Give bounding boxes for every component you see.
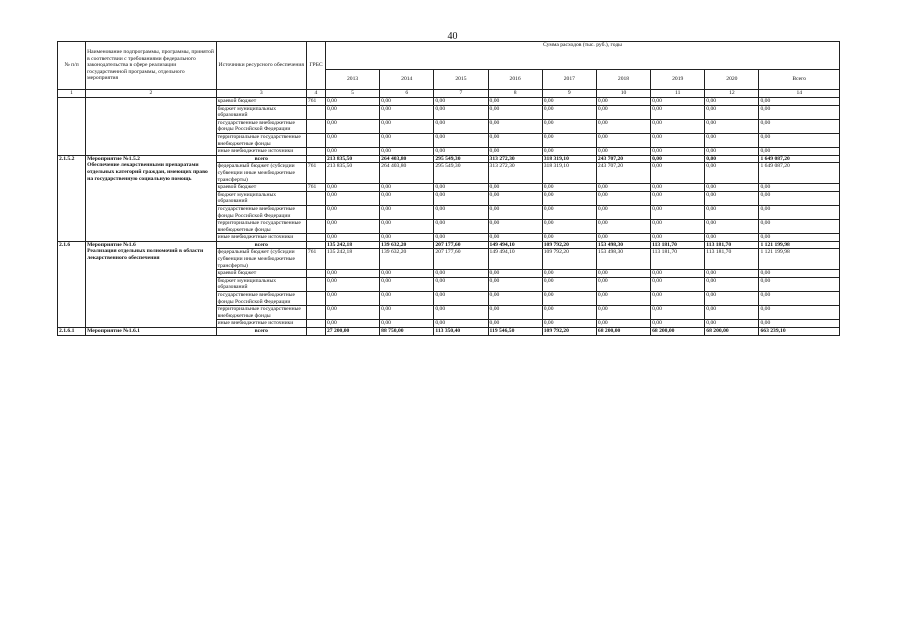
amount-cell: 663 239,10 — [759, 328, 840, 336]
header-name: Наименование подпрограммы, программы, принятой в соответствии с требованиями федерального законодательства в сфере реализации государственной программы, отдельного мероприятия — [86, 42, 216, 90]
amount-cell: 0,00 — [380, 277, 434, 291]
activity-name-line: Мероприятие №1.6.1 — [87, 328, 140, 334]
amount-cell: 139 632,20 — [380, 249, 434, 270]
amount-cell: 0,00 — [542, 320, 596, 328]
table-row — [58, 98, 840, 106]
amount-cell: 1 121 199,98 — [759, 241, 840, 249]
amount-cell: 0,00 — [542, 292, 596, 306]
grbs-code — [306, 119, 325, 133]
amount-cell: 0,00 — [325, 270, 379, 278]
amount-cell: 0,00 — [596, 119, 650, 133]
grbs-code: 761 — [306, 98, 325, 106]
amount-cell: 0,00 — [705, 306, 759, 320]
funding-source: территориальные государственные внебюджетные фонды — [216, 220, 306, 234]
table-row — [58, 328, 840, 336]
amount-cell: 109 792,20 — [542, 249, 596, 270]
amount-cell: 0,00 — [488, 306, 542, 320]
amount-cell: 0,00 — [596, 98, 650, 106]
grbs-code — [306, 328, 325, 336]
amount-cell: 0,00 — [651, 220, 705, 234]
amount-cell: 0,00 — [488, 292, 542, 306]
amount-cell: 0,00 — [325, 292, 379, 306]
amount-cell: 0,00 — [434, 277, 488, 291]
funding-source: иные внебюджетные источники — [216, 320, 306, 328]
funding-source: государственные внебюджетные фонды Российской Федерации — [216, 292, 306, 306]
amount-cell: 243 707,20 — [596, 155, 650, 163]
activity-name — [86, 241, 216, 327]
funding-source: бюджет муниципальных образований — [216, 277, 306, 291]
amount-cell: 113 181,70 — [705, 241, 759, 249]
funding-source: территориальные государственные внебюджетные фонды — [216, 306, 306, 320]
amount-cell: 0,00 — [705, 220, 759, 234]
page-number: 40 — [447, 31, 458, 42]
amount-cell: 0,00 — [759, 234, 840, 242]
amount-cell: 0,00 — [380, 105, 434, 119]
amount-cell: 0,00 — [705, 191, 759, 205]
funding-source: государственные внебюджетные фонды Российской Федерации — [216, 205, 306, 219]
funding-source: иные внебюджетные источники — [216, 234, 306, 242]
amount-cell: 0,00 — [651, 320, 705, 328]
amount-cell: 0,00 — [651, 234, 705, 242]
amount-cell: 88 750,00 — [380, 328, 434, 336]
amount-cell: 135 242,18 — [325, 249, 379, 270]
grbs-code — [306, 191, 325, 205]
grbs-code — [306, 234, 325, 242]
grbs-code — [306, 270, 325, 278]
grbs-code — [306, 292, 325, 306]
amount-cell: 243 707,20 — [596, 163, 650, 184]
amount-cell: 0,00 — [542, 306, 596, 320]
amount-cell: 0,00 — [705, 270, 759, 278]
amount-cell: 0,00 — [542, 133, 596, 147]
amount-cell: 153 498,30 — [596, 241, 650, 249]
amount-cell: 0,00 — [705, 234, 759, 242]
amount-cell: 0,00 — [434, 320, 488, 328]
amount-cell: 0,00 — [759, 220, 840, 234]
grbs-code — [306, 105, 325, 119]
column-index: 2 — [86, 90, 216, 98]
grbs-code: 761 — [306, 184, 325, 192]
amount-cell: 0,00 — [759, 105, 840, 119]
amount-cell: 0,00 — [380, 205, 434, 219]
amount-cell: 119 546,50 — [488, 328, 542, 336]
funding-source: краевой бюджет — [216, 270, 306, 278]
row-number: 2.1.5.2 — [58, 155, 86, 241]
amount-cell: 0,00 — [325, 306, 379, 320]
amount-cell: 0,00 — [488, 234, 542, 242]
amount-cell: 0,00 — [325, 184, 379, 192]
amount-cell: 0,00 — [380, 306, 434, 320]
amount-cell: 0,00 — [651, 98, 705, 106]
amount-cell: 0,00 — [380, 119, 434, 133]
amount-cell: 0,00 — [434, 119, 488, 133]
funding-source: федеральный бюджет (субсидии субвенции иные межбюджетные трансферты) — [216, 249, 306, 270]
grbs-code — [306, 277, 325, 291]
amount-cell: 0,00 — [651, 205, 705, 219]
amount-cell: 1 649 087,20 — [759, 155, 840, 163]
amount-cell: 0,00 — [651, 292, 705, 306]
amount-cell: 0,00 — [325, 119, 379, 133]
header-year: 2017 — [542, 70, 596, 90]
amount-cell: 0,00 — [434, 292, 488, 306]
amount-cell: 0,00 — [488, 220, 542, 234]
amount-cell: 0,00 — [759, 98, 840, 106]
amount-cell: 0,00 — [542, 270, 596, 278]
amount-cell: 318 319,10 — [542, 163, 596, 184]
amount-cell: 264 403,80 — [380, 155, 434, 163]
table-row — [58, 241, 840, 249]
amount-cell: 27 200,00 — [325, 328, 379, 336]
header-grbs: ГРБС — [306, 42, 325, 90]
amount-cell: 68 200,00 — [705, 328, 759, 336]
column-index: 14 — [759, 90, 840, 98]
amount-cell: 0,00 — [705, 119, 759, 133]
activity-name — [86, 328, 216, 336]
funding-source: государственные внебюджетные фонды Российской Федерации — [216, 119, 306, 133]
funding-source: бюджет муниципальных образований — [216, 105, 306, 119]
amount-cell: 0,00 — [542, 148, 596, 156]
amount-cell: 0,00 — [542, 277, 596, 291]
amount-cell: 0,00 — [380, 184, 434, 192]
amount-cell: 0,00 — [651, 306, 705, 320]
amount-cell: 0,00 — [325, 220, 379, 234]
amount-cell: 0,00 — [488, 277, 542, 291]
amount-cell: 0,00 — [488, 205, 542, 219]
amount-cell: 0,00 — [542, 220, 596, 234]
amount-cell: 0,00 — [651, 191, 705, 205]
amount-cell: 149 494,10 — [488, 241, 542, 249]
amount-cell: 0,00 — [325, 105, 379, 119]
header-sum: Сумма расходов (тыс. руб.), годы — [325, 42, 839, 70]
amount-cell: 0,00 — [325, 133, 379, 147]
amount-cell: 0,00 — [542, 98, 596, 106]
activity-name-line: Обеспечение лекарственными препаратами отдельных категорий граждан, имеющих право на государственную социальную помощь — [87, 162, 208, 182]
activity-name — [86, 98, 216, 156]
header-year: 2014 — [380, 70, 434, 90]
amount-cell: 0,00 — [596, 292, 650, 306]
activity-name — [86, 155, 216, 241]
amount-cell: 0,00 — [596, 133, 650, 147]
amount-cell: 207 177,60 — [434, 249, 488, 270]
funding-source: бюджет муниципальных образований — [216, 191, 306, 205]
amount-cell: 0,00 — [488, 320, 542, 328]
amount-cell: 0,00 — [434, 105, 488, 119]
amount-cell: 0,00 — [759, 306, 840, 320]
amount-cell: 0,00 — [759, 133, 840, 147]
amount-cell: 313 272,30 — [488, 163, 542, 184]
amount-cell: 0,00 — [651, 184, 705, 192]
amount-cell: 318 319,10 — [542, 155, 596, 163]
amount-cell: 0,00 — [488, 270, 542, 278]
amount-cell: 0,00 — [705, 133, 759, 147]
amount-cell: 0,00 — [651, 148, 705, 156]
amount-cell: 0,00 — [759, 277, 840, 291]
grbs-code: 761 — [306, 163, 325, 184]
amount-cell: 0,00 — [759, 205, 840, 219]
amount-cell: 0,00 — [596, 105, 650, 119]
amount-cell: 0,00 — [325, 205, 379, 219]
amount-cell: 113 350,40 — [434, 328, 488, 336]
amount-cell: 0,00 — [705, 320, 759, 328]
amount-cell: 0,00 — [596, 320, 650, 328]
column-index: 1 — [58, 90, 86, 98]
amount-cell: 0,00 — [325, 277, 379, 291]
amount-cell: 109 792,20 — [542, 241, 596, 249]
amount-cell: 0,00 — [759, 184, 840, 192]
amount-cell: 0,00 — [759, 292, 840, 306]
amount-cell: 149 494,10 — [488, 249, 542, 270]
row-number: 2.1.6.1 — [58, 328, 86, 336]
amount-cell: 0,00 — [434, 133, 488, 147]
amount-cell: 1 121 199,98 — [759, 249, 840, 270]
amount-cell: 0,00 — [380, 234, 434, 242]
amount-cell: 0,00 — [380, 148, 434, 156]
amount-cell: 0,00 — [596, 184, 650, 192]
amount-cell: 0,00 — [705, 155, 759, 163]
amount-cell: 0,00 — [759, 119, 840, 133]
amount-cell: 0,00 — [380, 270, 434, 278]
header-year: 2019 — [651, 70, 705, 90]
amount-cell: 0,00 — [380, 292, 434, 306]
column-index: 9 — [542, 90, 596, 98]
amount-cell: 1 649 087,20 — [759, 163, 840, 184]
header-num: № п/п — [58, 42, 86, 90]
header-year: Всего — [759, 70, 840, 90]
amount-cell: 295 549,30 — [434, 163, 488, 184]
amount-cell: 0,00 — [325, 98, 379, 106]
column-index: 8 — [488, 90, 542, 98]
amount-cell: 0,00 — [596, 306, 650, 320]
header-source: Источники ресурсного обеспечения — [216, 42, 306, 90]
funding-source: краевой бюджет — [216, 98, 306, 106]
row-number: 2.1.6 — [58, 241, 86, 327]
header-year: 2020 — [705, 70, 759, 90]
grbs-code — [306, 320, 325, 328]
amount-cell: 264 403,80 — [380, 163, 434, 184]
amount-cell: 0,00 — [651, 277, 705, 291]
funding-source: федеральный бюджет (субсидии субвенции иные межбюджетные трансферты) — [216, 163, 306, 184]
amount-cell: 0,00 — [542, 119, 596, 133]
grbs-code — [306, 133, 325, 147]
amount-cell: 109 792,20 — [542, 328, 596, 336]
amount-cell: 0,00 — [705, 98, 759, 106]
grbs-code — [306, 220, 325, 234]
amount-cell: 0,00 — [596, 277, 650, 291]
amount-cell: 0,00 — [542, 184, 596, 192]
amount-cell: 113 181,70 — [705, 249, 759, 270]
amount-cell: 0,00 — [380, 220, 434, 234]
column-index: 3 — [216, 90, 306, 98]
amount-cell: 0,00 — [759, 320, 840, 328]
amount-cell: 0,00 — [434, 98, 488, 106]
amount-cell: 0,00 — [488, 184, 542, 192]
row-number — [58, 98, 86, 156]
amount-cell: 0,00 — [488, 148, 542, 156]
activity-name-line: Мероприятие №1.6 — [87, 241, 136, 248]
amount-cell: 113 181,70 — [651, 249, 705, 270]
amount-cell: 0,00 — [434, 205, 488, 219]
amount-cell: 0,00 — [325, 320, 379, 328]
column-index: 12 — [705, 90, 759, 98]
amount-cell: 0,00 — [542, 205, 596, 219]
grbs-code — [306, 205, 325, 219]
amount-cell: 0,00 — [759, 191, 840, 205]
amount-cell: 0,00 — [651, 270, 705, 278]
column-index: 4 — [306, 90, 325, 98]
grbs-code — [306, 306, 325, 320]
amount-cell: 0,00 — [434, 220, 488, 234]
amount-cell: 0,00 — [759, 148, 840, 156]
amount-cell: 0,00 — [705, 184, 759, 192]
header-year: 2015 — [434, 70, 488, 90]
column-index: 6 — [380, 90, 434, 98]
amount-cell: 0,00 — [651, 119, 705, 133]
amount-cell: 0,00 — [434, 234, 488, 242]
amount-cell: 0,00 — [705, 105, 759, 119]
amount-cell: 139 632,20 — [380, 241, 434, 249]
amount-cell: 0,00 — [434, 148, 488, 156]
amount-cell: 0,00 — [596, 191, 650, 205]
amount-cell: 213 835,50 — [325, 163, 379, 184]
column-index: 5 — [325, 90, 379, 98]
amount-cell: 0,00 — [542, 234, 596, 242]
amount-cell: 0,00 — [434, 306, 488, 320]
amount-cell: 0,00 — [325, 234, 379, 242]
column-index: 7 — [434, 90, 488, 98]
amount-cell: 0,00 — [325, 148, 379, 156]
amount-cell: 0,00 — [488, 119, 542, 133]
funding-source: всего — [216, 155, 306, 163]
header-year: 2018 — [596, 70, 650, 90]
amount-cell: 0,00 — [596, 234, 650, 242]
amount-cell: 0,00 — [325, 191, 379, 205]
amount-cell: 0,00 — [705, 292, 759, 306]
activity-name-line: Реализация отдельных полномочий в области лекарственного обеспечения — [87, 248, 204, 262]
amount-cell: 313 272,30 — [488, 155, 542, 163]
amount-cell: 0,00 — [596, 148, 650, 156]
column-index: 10 — [596, 90, 650, 98]
amount-cell: 0,00 — [705, 205, 759, 219]
amount-cell: 0,00 — [380, 191, 434, 205]
amount-cell: 68 200,00 — [596, 328, 650, 336]
amount-cell: 0,00 — [705, 148, 759, 156]
funding-source: всего — [216, 328, 306, 336]
amount-cell: 68 200,00 — [651, 328, 705, 336]
amount-cell: 0,00 — [596, 270, 650, 278]
amount-cell: 0,00 — [651, 163, 705, 184]
funding-source: территориальные государственные внебюджетные фонды — [216, 133, 306, 147]
amount-cell: 0,00 — [380, 98, 434, 106]
amount-cell: 0,00 — [542, 105, 596, 119]
column-index: 11 — [651, 90, 705, 98]
header-year: 2013 — [325, 70, 379, 90]
amount-cell: 0,00 — [596, 205, 650, 219]
amount-cell: 207 177,60 — [434, 241, 488, 249]
amount-cell: 0,00 — [434, 191, 488, 205]
amount-cell: 0,00 — [434, 184, 488, 192]
amount-cell: 0,00 — [705, 277, 759, 291]
amount-cell: 153 498,30 — [596, 249, 650, 270]
grbs-code: 761 — [306, 249, 325, 270]
amount-cell: 113 181,70 — [651, 241, 705, 249]
amount-cell: 0,00 — [488, 105, 542, 119]
amount-cell: 0,00 — [651, 133, 705, 147]
amount-cell: 0,00 — [380, 320, 434, 328]
funding-source: краевой бюджет — [216, 184, 306, 192]
budget-table — [57, 41, 840, 336]
amount-cell: 0,00 — [380, 133, 434, 147]
amount-cell: 0,00 — [596, 220, 650, 234]
table-row — [58, 155, 840, 163]
amount-cell: 135 242,18 — [325, 241, 379, 249]
amount-cell: 0,00 — [651, 105, 705, 119]
amount-cell: 0,00 — [542, 191, 596, 205]
amount-cell: 0,00 — [651, 155, 705, 163]
grbs-code — [306, 148, 325, 156]
header-year: 2016 — [488, 70, 542, 90]
activity-name-line: Мероприятие №1.5.2 — [87, 155, 140, 162]
grbs-code — [306, 241, 325, 249]
amount-cell: 0,00 — [488, 191, 542, 205]
amount-cell: 0,00 — [488, 98, 542, 106]
amount-cell: 0,00 — [759, 270, 840, 278]
funding-source: иные внебюджетные источники — [216, 148, 306, 156]
amount-cell: 0,00 — [434, 270, 488, 278]
grbs-code — [306, 155, 325, 163]
funding-source: всего — [216, 241, 306, 249]
amount-cell: 295 549,30 — [434, 155, 488, 163]
amount-cell: 0,00 — [705, 163, 759, 184]
amount-cell: 0,00 — [488, 133, 542, 147]
amount-cell: 213 835,50 — [325, 155, 379, 163]
